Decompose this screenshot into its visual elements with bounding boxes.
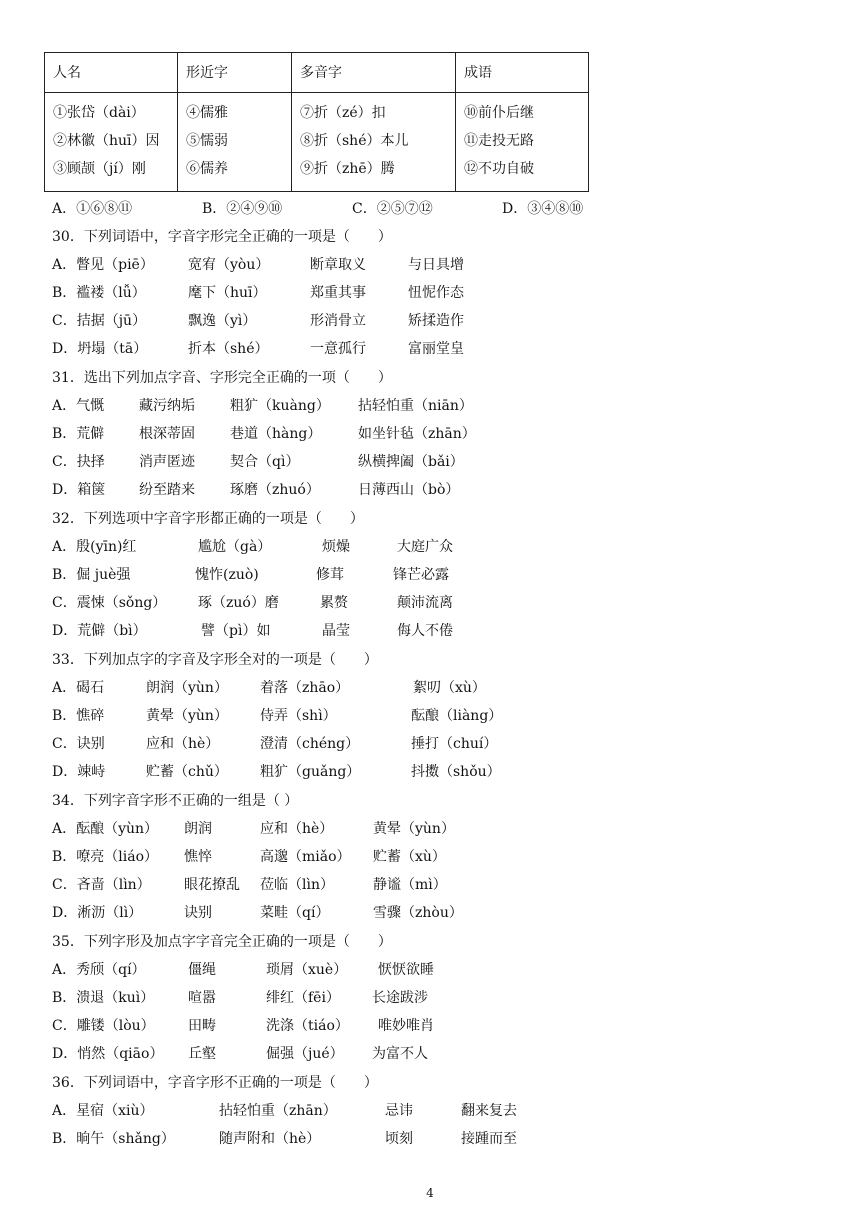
option-item: 朗润 <box>184 821 212 837</box>
character-table <box>44 52 589 192</box>
option-item: 粗犷（guǎng） <box>260 764 361 780</box>
option-item: 倔强（jué） <box>266 1046 344 1062</box>
table-cell-line: ⑪走投无路 <box>464 133 534 149</box>
option-item: D．箱箧 <box>52 482 106 498</box>
option-item: 矫揉造作 <box>408 313 464 329</box>
option-item: 粗犷（kuàng） <box>230 398 330 414</box>
option-item: C．诀别 <box>52 736 105 752</box>
table-header-cell: 多音字 <box>292 53 456 93</box>
option-item: B．溃退（kuì） <box>52 990 155 1006</box>
option-item: 应和（hè） <box>260 821 334 837</box>
option-item: 捶打（chuí） <box>411 736 498 752</box>
option-item: C．雕镂（lòu） <box>52 1018 155 1034</box>
option-item: 累赘 <box>320 595 348 611</box>
option-item: A．殷(yīn)红 <box>52 539 137 555</box>
option-item: 琢（zuó）磨 <box>198 595 279 611</box>
option-item: 抖擞（shǒu） <box>411 764 501 780</box>
option-item: A．瞥见（piē） <box>52 257 154 273</box>
table-header-row <box>45 53 589 93</box>
option-item: 着落（zhāo） <box>260 680 350 696</box>
option-item: 大庭广众 <box>397 539 453 555</box>
option-item: 烦燥 <box>322 539 350 555</box>
option-item: 尴尬（gà） <box>198 539 272 555</box>
option-item: 与日具增 <box>408 257 464 273</box>
table-cell-line: ⑥儒养 <box>186 161 228 177</box>
option-item: 麾下（huī） <box>188 285 267 301</box>
table-cell-line: ③顾颉（jí）刚 <box>53 161 146 177</box>
option-item: 唯妙唯肖 <box>378 1018 434 1034</box>
option-item: 根深蒂固 <box>139 426 195 442</box>
option-item: 眼花撩乱 <box>184 877 240 893</box>
option-item: 纷至踏来 <box>139 482 195 498</box>
table-cell-line: ⑫不功自破 <box>464 161 534 177</box>
option-item: C．吝啬（lìn） <box>52 877 151 893</box>
question-stem: 35．下列字形及加点字字音完全正确的一项是（ ） <box>52 934 392 950</box>
question-stem: 31．选出下列加点字音、字形完全正确的一项（ ） <box>52 370 392 386</box>
option-item: 憔悴 <box>184 849 212 865</box>
option-item: 锋芒必露 <box>393 567 449 583</box>
option-item: 琐屑（xuè） <box>266 962 348 978</box>
table-cell-names <box>45 93 178 192</box>
table-cell-similar-chars <box>178 93 292 192</box>
option-item: 翻来复去 <box>461 1103 517 1119</box>
option-item: 愧怍(zuò) <box>195 567 259 583</box>
option-item: 高邈（miǎo） <box>260 849 351 865</box>
table-cell-line: ④儒雅 <box>186 105 228 121</box>
option-item: B．荒僻 <box>52 426 105 442</box>
answer-option: D．③④⑧⑩ <box>502 201 584 217</box>
option-item: 应和（hè） <box>146 736 220 752</box>
option-item: 贮蓄（xù） <box>373 849 446 865</box>
option-item: 宽宥（yòu） <box>188 257 270 273</box>
option-item: 琢磨（zhuó） <box>230 482 320 498</box>
option-item: 僵绳 <box>188 962 216 978</box>
option-item: 郑重其事 <box>310 285 366 301</box>
question-stem: 36．下列词语中，字音字形不正确的一项是（ ） <box>52 1075 378 1091</box>
option-item: 侍弄（shì） <box>260 708 337 724</box>
option-item: 契合（qì） <box>230 454 300 470</box>
option-item: 譬（pì）如 <box>201 623 271 639</box>
option-item: 一意孤行 <box>310 341 366 357</box>
option-item: A．秀颀（qí） <box>52 962 146 978</box>
option-item: 絮叨（xù） <box>413 680 486 696</box>
table-cell-line: ②林徽（huī）因 <box>53 133 160 149</box>
option-item: D．悄然（qiāo） <box>52 1046 164 1062</box>
question-stem: 30．下列词语中，字音字形完全正确的一项是（ ） <box>52 229 392 245</box>
option-item: 顷刻 <box>385 1131 413 1147</box>
option-item: 晶莹 <box>322 623 350 639</box>
option-item: C．拮据（jū） <box>52 313 147 329</box>
option-item: 喧嚣 <box>188 990 216 1006</box>
option-item: 恹恹欲睡 <box>378 962 434 978</box>
option-item: A．碣石 <box>52 680 105 696</box>
table-header-cell: 形近字 <box>178 53 292 93</box>
option-item: 忸怩作态 <box>408 285 464 301</box>
table-cell-polyphones <box>292 93 456 192</box>
option-item: D．荒僻（bì） <box>52 623 147 639</box>
option-item: 丘壑 <box>188 1046 216 1062</box>
option-item: 澄清（chéng） <box>260 736 360 752</box>
option-item: 接踵而至 <box>461 1131 517 1147</box>
option-item: D．淅沥（lì） <box>52 905 143 921</box>
question-stem: 33．下列加点字的字音及字形全对的一项是（ ） <box>52 652 378 668</box>
option-item: 纵横捭阖（bǎi） <box>358 454 464 470</box>
option-item: 随声附和（hè） <box>219 1131 321 1147</box>
option-item: 断章取义 <box>310 257 366 273</box>
option-item: 侮人不倦 <box>397 623 453 639</box>
table-cell-line: ⑨折（zhē）腾 <box>300 161 395 177</box>
option-item: 静谧（mì） <box>373 877 447 893</box>
answer-option: B．②④⑨⑩ <box>202 201 283 217</box>
option-item: 藏污纳垢 <box>139 398 195 414</box>
option-item: 日薄西山（bò） <box>358 482 460 498</box>
option-item: 拈轻怕重（zhān） <box>219 1103 337 1119</box>
option-item: 黄晕（yùn） <box>373 821 455 837</box>
question-stem: 32．下列选项中字音字形都正确的一项是（ ） <box>52 511 364 527</box>
option-item: 巷道（hàng） <box>230 426 322 442</box>
option-item: 朗润（yùn） <box>146 680 228 696</box>
option-item: 修茸 <box>316 567 344 583</box>
option-item: 绯红（fēi） <box>266 990 340 1006</box>
option-item: B．憔碎 <box>52 708 105 724</box>
option-item: 颠沛流离 <box>397 595 453 611</box>
option-item: 形消骨立 <box>310 313 366 329</box>
option-item: C．抉择 <box>52 454 105 470</box>
option-item: 贮蓄（chǔ） <box>146 764 228 780</box>
option-item: A．气慨 <box>52 398 105 414</box>
table-cell-line: ⑩前仆后继 <box>464 105 534 121</box>
table-header-cell: 人名 <box>45 53 178 93</box>
option-item: 如坐针毡（zhān） <box>358 426 476 442</box>
option-item: 飘逸（yì） <box>188 313 257 329</box>
option-item: 拈轻怕重（niān） <box>358 398 473 414</box>
option-item: 田畴 <box>188 1018 216 1034</box>
option-item: 忌讳 <box>385 1103 413 1119</box>
option-item: 诀别 <box>184 905 212 921</box>
table-cell-line: ⑤懦弱 <box>186 133 228 149</box>
option-item: D．坍塌（tā） <box>52 341 148 357</box>
option-item: C．震悚（sǒng） <box>52 595 167 611</box>
option-item: 折本（shé） <box>188 341 269 357</box>
option-item: 酝酿（liàng） <box>411 708 503 724</box>
option-item: D．竦峙 <box>52 764 106 780</box>
question-stem: 34．下列字音字形不正确的一组是（ ） <box>52 793 299 809</box>
table-row <box>45 93 589 192</box>
option-item: B．褴褛（lǚ） <box>52 285 146 301</box>
table-cell-line: ①张岱（dài） <box>53 105 145 121</box>
option-item: 消声匿迹 <box>139 454 195 470</box>
option-item: A．星宿（xiù） <box>52 1103 154 1119</box>
answer-option: C．②⑤⑦⑫ <box>352 201 433 217</box>
option-item: 富丽堂皇 <box>408 341 464 357</box>
option-item: 长途跋涉 <box>372 990 428 1006</box>
option-item: 莅临（lìn） <box>260 877 334 893</box>
option-item: 雪骤（zhòu） <box>373 905 463 921</box>
table-cell-line: ⑧折（shé）本儿 <box>300 133 409 149</box>
option-item: 为富不人 <box>372 1046 428 1062</box>
option-item: B．晌午（shǎng） <box>52 1131 175 1147</box>
option-item: 洗涤（tiáo） <box>266 1018 349 1034</box>
option-item: B．嘹亮（liáo） <box>52 849 159 865</box>
table-cell-line: ⑦折（zé）扣 <box>300 105 386 121</box>
answer-option: A．①⑥⑧⑪ <box>52 201 133 217</box>
table-header-cell: 成语 <box>456 53 589 93</box>
option-item: A．酝酿（yùn） <box>52 821 159 837</box>
option-item: 菜畦（qí） <box>260 905 330 921</box>
option-item: B．倔 juè强 <box>52 567 131 583</box>
page-number: 4 <box>426 1186 434 1200</box>
table-cell-idioms <box>456 93 589 192</box>
option-item: 黄晕（yùn） <box>146 708 228 724</box>
